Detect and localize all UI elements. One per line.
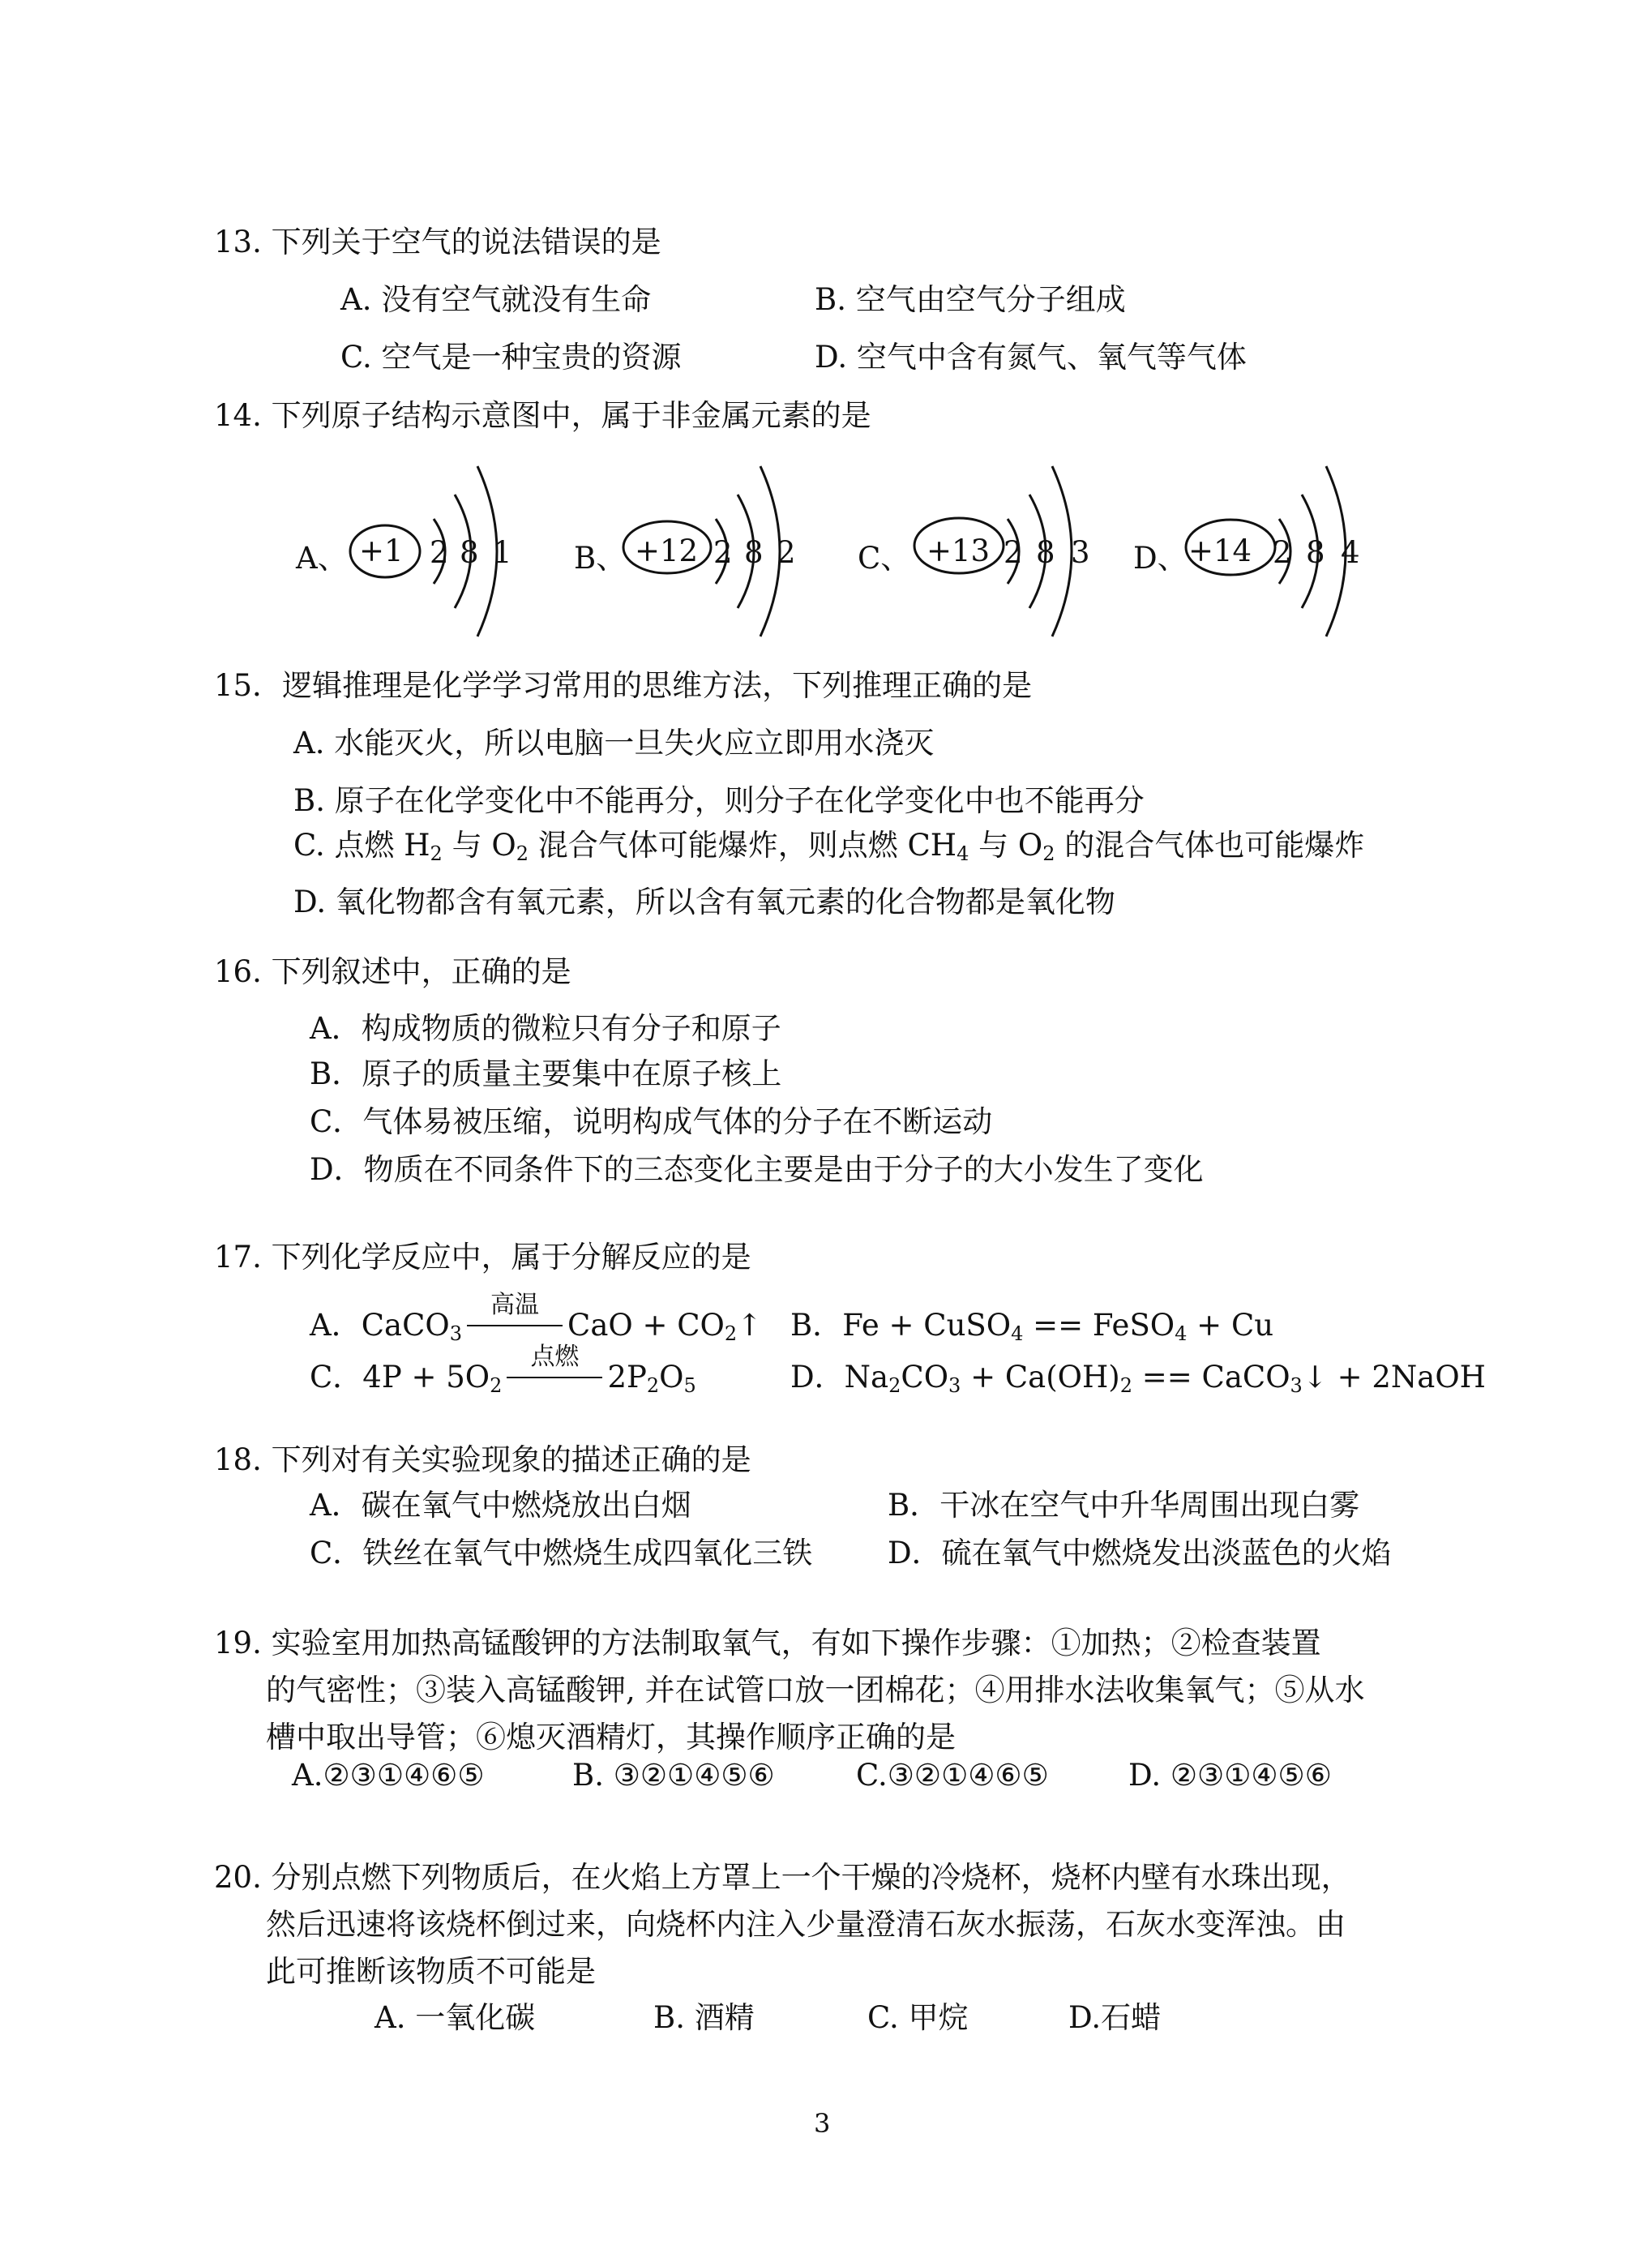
text: C. 点燃 H	[293, 828, 430, 863]
q13-option-d: D. 空气中含有氮气、氧气等气体	[815, 340, 1247, 375]
subscript: 3	[948, 1374, 961, 1397]
q18-option-c: C．铁丝在氧气中燃烧生成四氧化三铁	[310, 1536, 813, 1570]
atom-label: D、	[1133, 541, 1188, 576]
subscript: 2	[516, 842, 529, 865]
text: 混合气体可能爆炸，则点燃 CH	[528, 828, 957, 863]
q19-line-1: 19. 实验室用加热高锰酸钾的方法制取氧气，有如下操作步骤：①加热；②检查装置	[214, 1626, 1321, 1660]
atom-label: B、	[574, 541, 627, 576]
reaction-line	[467, 1325, 563, 1326]
q15-option-a: A. 水能灭火，所以电脑一旦失火应立即用水浇灭	[293, 726, 935, 761]
q13-option-c: C. 空气是一种宝贵的资源	[340, 340, 682, 375]
text: CO	[901, 1360, 949, 1395]
q20-line-3: 此可推断该物质不可能是	[266, 1954, 596, 1989]
subscript: 4	[1011, 1322, 1024, 1345]
reaction-line	[507, 1377, 602, 1378]
text: 与 O	[442, 828, 516, 863]
subscript: 5	[683, 1374, 696, 1397]
q17-option-c	[310, 1342, 696, 1397]
electron-shell-3: 3	[1071, 535, 1090, 570]
subscript: 2	[490, 1374, 503, 1397]
text: A．CaCO	[310, 1308, 450, 1343]
subscript: 2	[646, 1374, 660, 1397]
subscript: 2	[724, 1322, 738, 1345]
q16-option-c: C．气体易被压缩，说明构成气体的分子在不断运动	[310, 1104, 993, 1139]
atom-diagram-b	[574, 458, 866, 653]
electron-shell-3: 2	[777, 535, 796, 570]
text: D．Na	[790, 1360, 889, 1395]
q17-option-d	[790, 1352, 1486, 1396]
electron-shell-1: 2	[1004, 535, 1023, 570]
nucleus-charge: +13	[927, 533, 991, 568]
text: O	[659, 1360, 684, 1395]
reaction-condition-arrow	[502, 1342, 607, 1396]
text: 的混合气体也可能爆炸	[1055, 828, 1365, 863]
q20-option-c: C. 甲烷	[867, 2000, 969, 2035]
q16-option-b: B．原子的质量主要集中在原子核上	[310, 1056, 782, 1091]
reaction-condition: 点燃	[530, 1342, 580, 1371]
subscript: 4	[1175, 1322, 1188, 1345]
q18-option-b: B．干冰在空气中升华周围出现白雾	[888, 1488, 1360, 1523]
q19-option-d: D. ②③①④⑤⑥	[1128, 1758, 1332, 1793]
q20-option-a: A. 一氧化碳	[374, 2000, 536, 2035]
electron-shell-2: 8	[744, 535, 764, 570]
q20-line-2: 然后迅速将该烧杯倒过来，向烧杯内注入少量澄清石灰水振荡，石灰水变浑浊。由	[266, 1907, 1346, 1942]
nucleus-charge: +14	[1188, 533, 1252, 568]
q14-stem: 14. 下列原子结构示意图中，属于非金属元素的是	[214, 398, 871, 433]
reaction-condition: 高温	[490, 1290, 540, 1319]
q16-stem: 16. 下列叙述中，正确的是	[214, 954, 571, 989]
atom-diagram-c	[858, 458, 1149, 653]
text: ↓ + 2NaOH	[1302, 1360, 1486, 1395]
atom-label: C、	[858, 541, 911, 576]
page-number: 3	[814, 2108, 831, 2139]
q18-stem: 18. 下列对有关实验现象的描述正确的是	[214, 1442, 751, 1477]
text: == FeSO	[1023, 1308, 1175, 1343]
q16-option-a: A．构成物质的微粒只有分子和原子	[310, 1011, 781, 1046]
text: ↑	[737, 1308, 763, 1343]
subscript: 2	[1119, 1374, 1132, 1397]
subscript: 4	[957, 842, 969, 865]
electron-shell-3: 1	[493, 535, 512, 570]
q15-stem: 15．逻辑推理是化学学习常用的思维方法，下列推理正确的是	[214, 668, 1033, 703]
electron-shell-1: 2	[1273, 535, 1292, 570]
text: + Cu	[1187, 1308, 1274, 1343]
q20-line-1: 20. 分别点燃下列物质后，在火焰上方罩上一个干燥的冷烧杯，烧杯内壁有水珠出现，	[214, 1860, 1351, 1895]
q19-option-c: C.③②①④⑥⑤	[856, 1758, 1049, 1793]
q15-option-d: D. 氧化物都含有氧元素，所以含有氧元素的化合物都是氧化物	[293, 885, 1115, 919]
atom-diagram-a	[296, 458, 588, 653]
subscript: 3	[449, 1322, 463, 1345]
text: B．Fe + CuSO	[790, 1308, 1012, 1343]
q18-option-a: A．碳在氧气中燃烧放出白烟	[310, 1488, 691, 1523]
nucleus-charge: +12	[635, 533, 699, 568]
electron-shell-3: 4	[1341, 535, 1360, 570]
q13-option-b: B. 空气由空气分子组成	[815, 282, 1126, 317]
q16-option-d: D．物质在不同条件下的三态变化主要是由于分子的大小发生了变化	[310, 1152, 1204, 1187]
subscript: 2	[1042, 842, 1055, 865]
nucleus-charge: +1	[359, 533, 404, 568]
text: C．4P + 5O	[310, 1360, 490, 1395]
subscript: 3	[1290, 1374, 1303, 1397]
q19-option-a: A.②③①④⑥⑤	[292, 1758, 485, 1793]
text: 2P	[607, 1360, 647, 1395]
subscript: 2	[888, 1374, 901, 1397]
text: + Ca(OH)	[961, 1360, 1120, 1395]
q18-option-d: D．硫在氧气中燃烧发出淡蓝色的火焰	[888, 1536, 1392, 1570]
subscript: 2	[430, 842, 443, 865]
q13-stem: 13. 下列关于空气的说法错误的是	[214, 225, 661, 259]
q20-option-d: D.石蜡	[1068, 2000, 1162, 2035]
atom-diagram-d	[1133, 458, 1425, 653]
text: == CaCO	[1132, 1360, 1290, 1395]
q15-option-c	[293, 821, 1364, 864]
q17-stem: 17. 下列化学反应中，属于分解反应的是	[214, 1240, 751, 1275]
q17-option-b	[790, 1300, 1273, 1344]
electron-shell-2: 8	[1036, 535, 1055, 570]
q20-option-b: B. 酒精	[653, 2000, 755, 2035]
text: 与 O	[969, 828, 1043, 863]
electron-shell-2: 8	[460, 535, 479, 570]
q19-line-2: 的气密性；③装入高锰酸钾, 并在试管口放一团棉花；④用排水法收集氧气；⑤从水	[266, 1673, 1365, 1707]
q15-option-b: B. 原子在化学变化中不能再分，则分子在化学变化中也不能再分	[293, 783, 1145, 818]
electron-shell-1: 2	[713, 535, 733, 570]
atom-label: A、	[296, 541, 348, 576]
text: CaO + CO	[567, 1308, 725, 1343]
q19-option-b: B. ③②①④⑤⑥	[572, 1758, 775, 1793]
electron-shell-2: 8	[1306, 535, 1325, 570]
q19-line-3: 槽中取出导管；⑥熄灭酒精灯，其操作顺序正确的是	[266, 1720, 956, 1755]
electron-shell-1: 2	[430, 535, 449, 570]
q13-option-a: A. 没有空气就没有生命	[340, 282, 652, 317]
